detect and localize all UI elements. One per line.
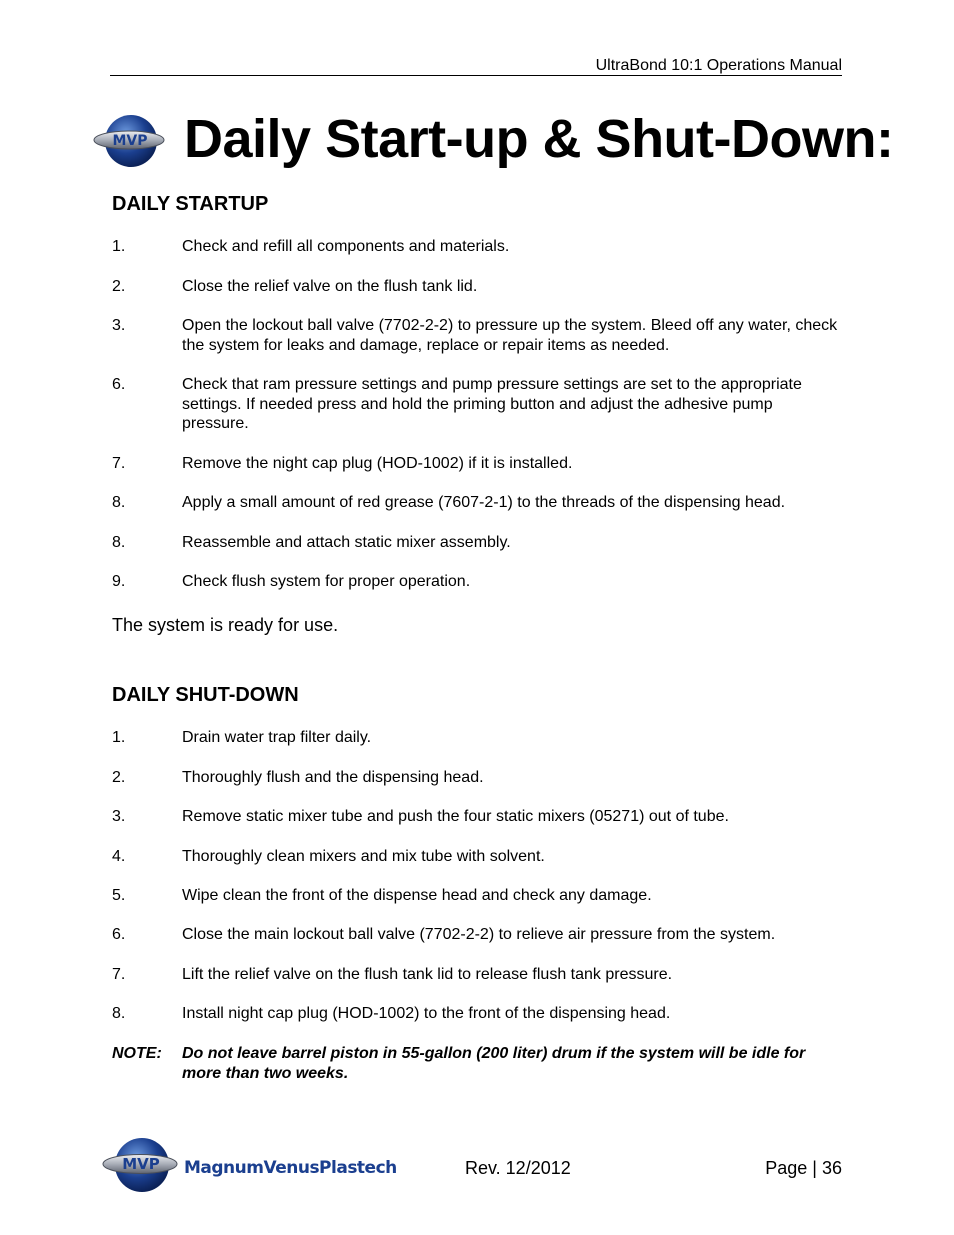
startup-closing: The system is ready for use.	[112, 615, 339, 635]
list-item	[112, 493, 842, 513]
item-number: 1.	[112, 238, 126, 255]
item-text: Close the relief valve on the flush tank lid.	[182, 278, 478, 295]
note-text: Do not leave barrel piston in 55-gallon (200 liter) drum if the system will be idle for more than two weeks.	[182, 1045, 806, 1082]
list-item	[112, 807, 842, 827]
list-item	[112, 237, 842, 257]
item-text: Install night cap plug (HOD-1002) to the front of the dispensing head.	[182, 1005, 671, 1022]
item-number: 3.	[112, 317, 126, 334]
item-text: Remove static mixer tube and push the four static mixers (05271) out of tube.	[182, 808, 729, 825]
footer-revision: Rev. 12/2012	[465, 1158, 571, 1178]
item-number: 8.	[112, 494, 126, 511]
item-text: Apply a small amount of red grease (7607-2-1) to the threads of the dispensing head.	[182, 494, 786, 511]
note	[112, 1044, 842, 1083]
item-number: 4.	[112, 848, 126, 865]
running-header: UltraBond 10:1 Operations Manual	[595, 57, 842, 74]
item-text: Close the main lockout ball valve (7702-2-2) to relieve air pressure from the system.	[182, 926, 776, 943]
list-item	[112, 375, 842, 434]
item-number: 3.	[112, 808, 126, 825]
item-number: 9.	[112, 573, 126, 590]
item-text: Wipe clean the front of the dispense head and check any damage.	[182, 887, 652, 904]
item-number: 5.	[112, 887, 126, 904]
list-item	[112, 965, 842, 985]
note-label: NOTE:	[112, 1045, 162, 1062]
item-number: 1.	[112, 729, 126, 746]
list-item	[112, 533, 842, 553]
list-item	[112, 1004, 842, 1024]
item-number: 8.	[112, 534, 126, 551]
list-item	[112, 886, 842, 906]
list-item	[112, 316, 842, 355]
item-text: Remove the night cap plug (HOD-1002) if it is installed.	[182, 455, 573, 472]
footer-mvp-logo-icon	[102, 1135, 178, 1195]
footer-logo-text: MVP	[122, 1155, 160, 1173]
item-number: 8.	[112, 1005, 126, 1022]
item-text: Lift the relief valve on the flush tank lid to release flush tank pressure.	[182, 966, 673, 983]
item-text: Thoroughly flush and the dispensing head.	[182, 769, 484, 786]
startup-heading: DAILY STARTUP	[112, 193, 269, 215]
item-text: Check flush system for proper operation.	[182, 573, 471, 590]
item-text: Check and refill all components and materials.	[182, 238, 510, 255]
page-title: Daily Start-up & Shut-Down:	[184, 109, 894, 169]
item-text: Drain water trap filter daily.	[182, 729, 372, 746]
footer-brand: MagnumVenusPlastech	[184, 1158, 397, 1178]
header-rule	[110, 75, 842, 76]
item-text: Check that ram pressure settings and pump pressure settings are set to the appropriate settings. If needed press and hold the priming button and adjust the adhesive pump pressure.	[182, 376, 802, 432]
logo-text: MVP	[112, 133, 148, 149]
list-item	[112, 277, 842, 297]
list-item	[112, 454, 842, 474]
item-number: 2.	[112, 278, 126, 295]
list-item	[112, 728, 842, 748]
list-item	[112, 768, 842, 788]
item-number: 7.	[112, 966, 126, 983]
item-text: Thoroughly clean mixers and mix tube with solvent.	[182, 848, 545, 865]
item-number: 2.	[112, 769, 126, 786]
item-number: 6.	[112, 376, 126, 393]
mvp-logo-icon	[93, 112, 165, 170]
item-number: 6.	[112, 926, 126, 943]
shutdown-heading: DAILY SHUT-DOWN	[112, 684, 299, 706]
item-text: Reassemble and attach static mixer assembly.	[182, 534, 511, 551]
footer-page-number: Page | 36	[765, 1158, 842, 1178]
item-number: 7.	[112, 455, 126, 472]
list-item	[112, 847, 842, 867]
item-text: Open the lockout ball valve (7702-2-2) to pressure up the system. Bleed off any water, check the system for leaks and damage, replace or repair items as needed.	[182, 317, 838, 354]
list-item	[112, 572, 842, 592]
list-item	[112, 925, 842, 945]
